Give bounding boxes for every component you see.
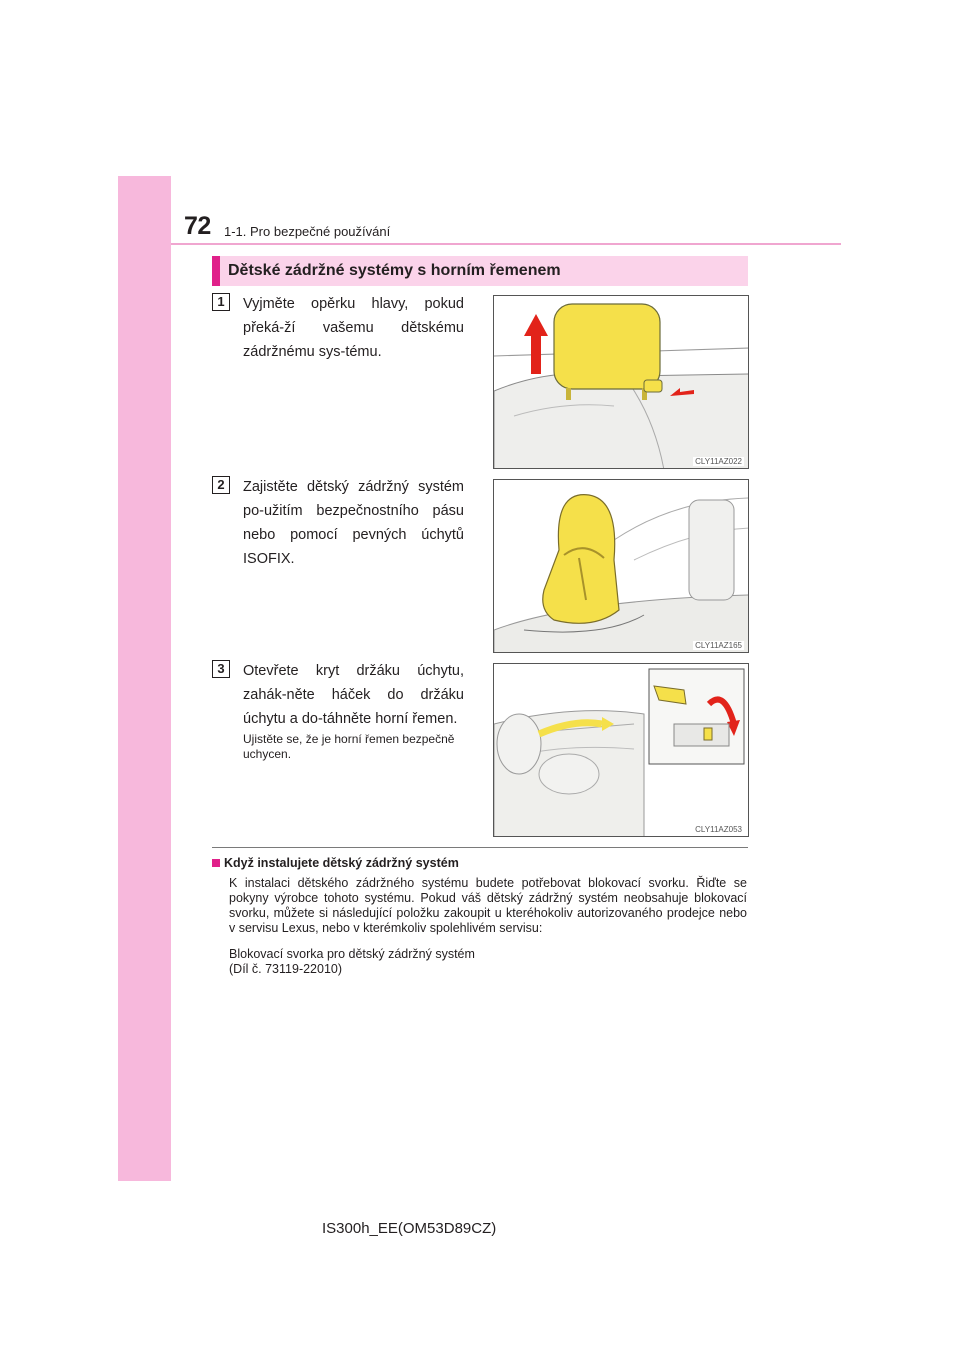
step-2-badge: 2 [212,476,230,494]
figure-code: CLY11AZ022 [695,457,742,466]
step-1-text: Vyjměte opěrku hlavy, pokud překá-ží vašemu dětskému zádržnému sys-tému. [243,296,464,360]
step-3-note: Ujistěte se, že je horní řemen bezpečně uchycen. [243,732,455,761]
step-3-text: Otevřete kryt držáku úchytu, zahák-něte háček do držáku úchytu a do-táhněte horní řemen. [243,663,464,727]
info-heading [212,856,459,870]
figure-headrest-removal [493,295,749,469]
page-number: 72 [184,212,211,240]
figure-code: CLY11AZ165 [695,641,742,650]
model-code: IS300h_EE(OM53D89CZ) [322,1220,497,1237]
step-2-text: Zajistěte dětský zádržný systém po-užitím bezpečnostního pásu nebo pomocí pevných úchytů ISOFIX. [243,479,464,567]
info-part-number [229,947,747,977]
figure-tether-anchor [493,663,749,837]
info-body: K instalaci dětského zádržného systému budete potřebovat blokovací svorku. Řiďte se pokyny výrobce tohoto systému. Pokud váš dětský zádržný systém neobsahuje blokovací svorku, můžete si následující položku zakoupit u kteréhokoliv autorizovaného prodejce nebo v servisu Lexus, nebo v kterémkoliv spolehlivém servisu: [229,876,747,935]
step-3-badge: 3 [212,660,230,678]
step-1-badge: 1 [212,293,230,311]
part-code: (Díl č. 73119-22010) [229,962,343,976]
header-rule [171,243,841,245]
info-heading-text: Když instalujete dětský zádržný systém [224,856,459,870]
part-name: Blokovací svorka pro dětský zádržný systém [229,947,475,961]
side-color-band [118,176,171,1181]
figure-code: CLY11AZ053 [695,825,742,834]
separator-rule [212,847,748,848]
section-heading: Dětské zádržné systémy s horním řemenem [212,256,748,286]
figure-child-seat-installed [493,479,749,653]
chapter-title: 1-1. Pro bezpečné používání [224,224,391,239]
square-bullet-icon [212,859,220,867]
